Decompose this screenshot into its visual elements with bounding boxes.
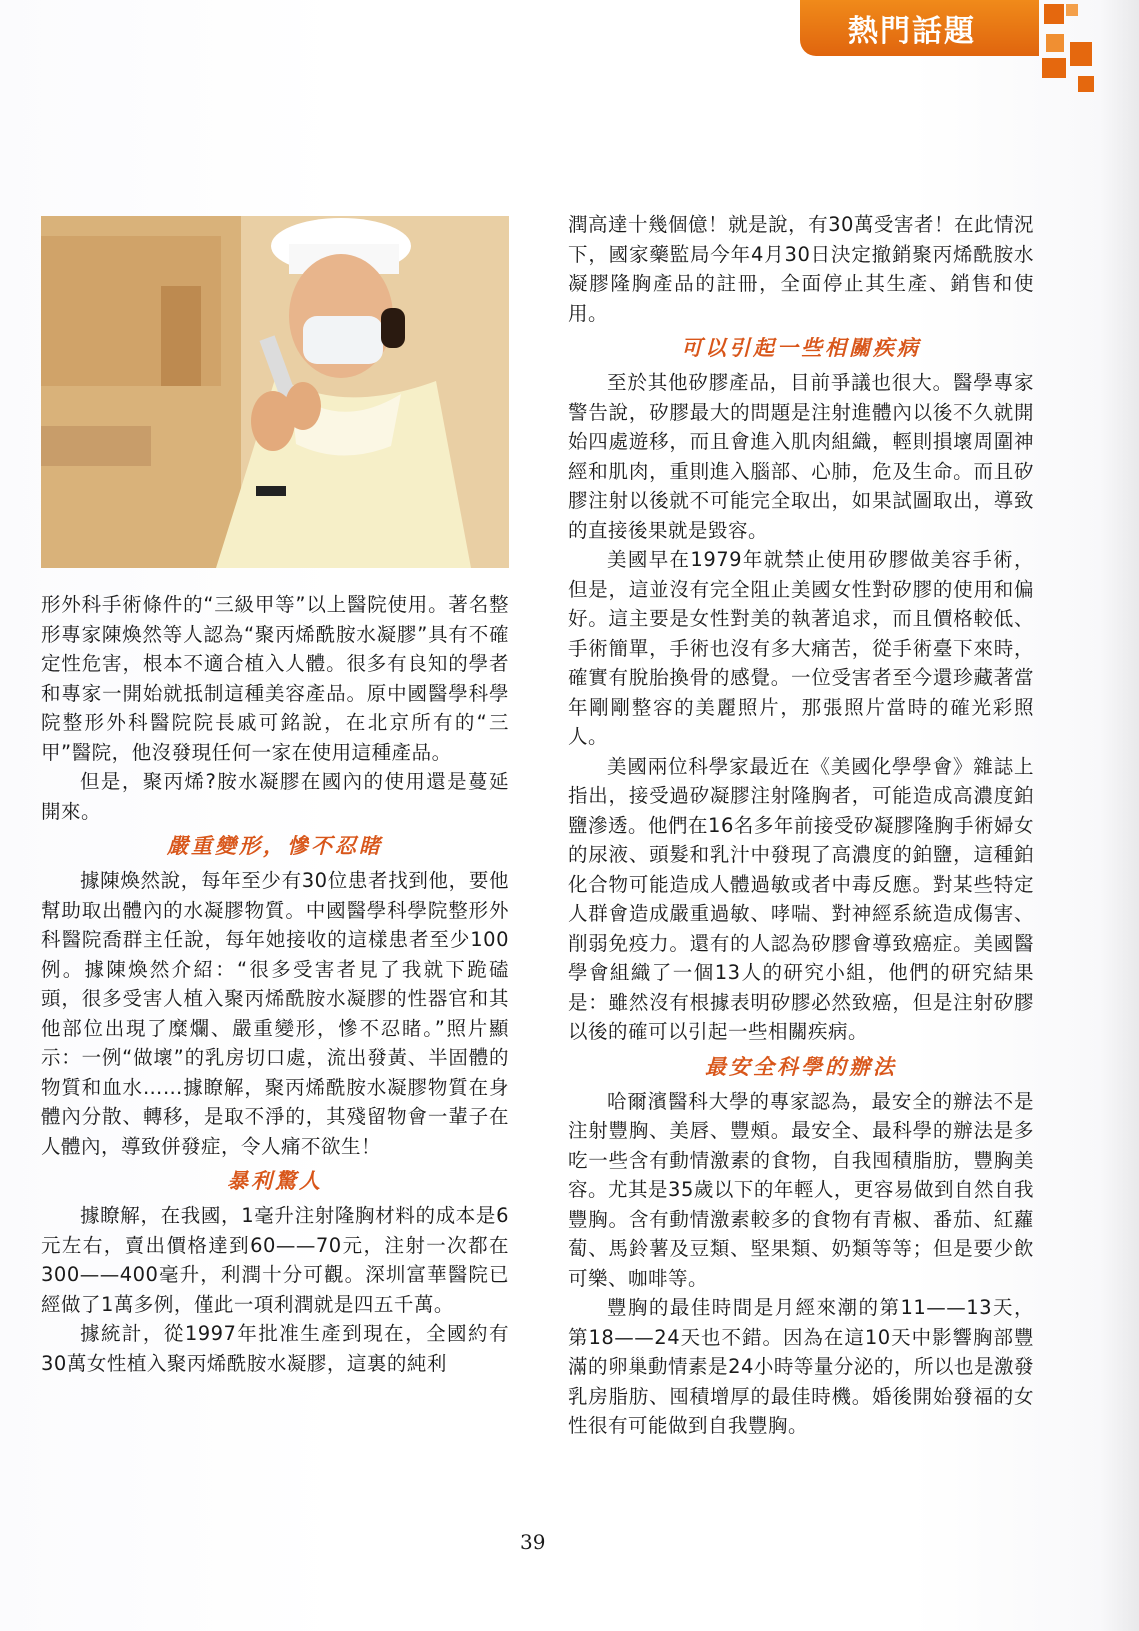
paragraph: 至於其他矽膠產品，目前爭議也很大。醫學專家警告說，矽膠最大的問題是注射進體內以後不久就開始四處遊移，而且會進入肌肉組織，輕則損壞周圍神經和肌肉，重則進入腦部、心肺，危及生命。而且矽膠注射以後就不可能完全取出，如果試圖取出，導致的直接後果就是毀容。 [568, 371, 1034, 542]
paragraph: 潤高達十幾個億！就是說，有30萬受害者！在此情況下，國家藥監局今年4月30日決定撤銷聚丙烯酰胺水凝膠隆胸產品的註冊，全面停止其生產、銷售和使用。 [568, 213, 1034, 325]
section-heading: 最安全科學的辦法 [705, 1053, 897, 1079]
paragraph: 據瞭解，在我國，1毫升注射隆胸材料的成本是6元左右，賣出價格達到60——70元，注射一次都在300——400毫升，利潤十分可觀。深圳富華醫院已經做了1萬多例，僅此一項利潤就是四五千萬。 [41, 1204, 509, 1316]
decor-square-icon [1066, 4, 1078, 16]
paragraph: 美國兩位科學家最近在《美國化學學會》雜誌上指出，接受過矽凝膠注射隆胸者，可能造成高濃度鉑鹽滲透。他們在16名多年前接受矽凝膠隆胸手術婦女的尿液、頭髮和乳汁中發現了高濃度的鉑鹽，這種鉑化合物可能造成人體過敏或者中毒反應。對某些特定人群會造成嚴重過敏、哮喘、對神經系統造成傷害、削弱免疫力。還有的人認為矽膠會導致癌症。美國醫學會組織了一個13人的研究小組，他們的研究結果是：雖然沒有根據表明矽膠必然致癌，但是注射矽膠以後的確可以引起一些相關疾病。 [568, 754, 1034, 1043]
photo-illustration [41, 216, 509, 568]
paragraph: 形外科手術條件的“三級甲等”以上醫院使用。著名整形專家陳煥然等人認為“聚丙烯酰胺水凝膠”具有不確定性危害，根本不適合植入人體。很多有良知的學者和專家一開始就抵制這種美容產品。原中國醫學科學院整形外科醫院院長戚可銘說，在北京所有的“三甲”醫院，他沒發現任何一家在使用這種產品。 [41, 593, 509, 764]
right-column [568, 210, 1034, 1441]
paragraph: 美國早在1979年就禁止使用矽膠做美容手術，但是，這並沒有完全阻止美國女性對矽膠的使用和偏好。這主要是女性對美的執著追求，而且價格較低、手術簡單，手術也沒有多大痛苦，從手術臺下來時，確實有脫胎換骨的感覺。一位受害者至今還珍藏著當年剛剛整容的美麗照片，那張照片當時的確光彩照人。 [568, 548, 1034, 748]
paragraph: 據統計，從1997年批准生產到現在，全國約有30萬女性植入聚丙烯酰胺水凝膠，這裏的純利 [41, 1322, 509, 1375]
section-heading: 暴利驚人 [227, 1168, 323, 1193]
decor-square-icon [1078, 76, 1094, 92]
paragraph: 據陳煥然說，每年至少有30位患者找到他，要他幫助取出體內的水凝膠物質。中國醫學科學院整形外科醫院喬群主任說，每年她接收的這樣患者至少100例。據陳煥然介紹：“很多受害者見了我就下跪磕頭，很多受害人植入聚丙烯酰胺水凝膠的性器官和其他部位出現了糜爛、嚴重變形，慘不忍睹。”照片顯示：一例“做壞”的乳房切口處，流出發黃、半固體的物質和血水……據瞭解，聚丙烯酰胺水凝膠物質在身體內分散、轉移，是取不淨的，其殘留物會一輩子在人體內，導致併發症，令人痛不欲生！ [41, 869, 509, 1158]
paragraph: 豐胸的最佳時間是月經來潮的第11——13天，第18——24天也不錯。因為在這10天中影響胸部豐滿的卵巢動情素是24小時等量分泌的，所以也是激發乳房脂肪、囤積增厚的最佳時機。婚後開始發福的女性很有可能做到自我豐胸。 [568, 1296, 1034, 1437]
decor-square-icon [1070, 42, 1092, 66]
page-edge-shadow [1099, 0, 1139, 1631]
nurse-with-syringe-photo [41, 216, 509, 568]
decor-square-icon [1046, 34, 1064, 52]
left-column [41, 590, 509, 1378]
section-label: 熱門話題 [848, 14, 976, 49]
paragraph: 但是，聚丙烯?胺水凝膠在國內的使用還是蔓延開來。 [41, 770, 509, 823]
decor-square-icon [1044, 4, 1064, 24]
paragraph: 哈爾濱醫科大學的專家認為，最安全的辦法不是注射豐胸、美唇、豐頰。最安全、最科學的辦法是多吃一些含有動情激素的食物，自我囤積脂肪，豐胸美容。尤其是35歲以下的年輕人，更容易做到自然自我豐胸。含有動情激素較多的食物有青椒、番茄、紅蘿蔔、馬鈴薯及豆類、堅果類、奶類等等；但是要少飲可樂、咖啡等。 [568, 1089, 1034, 1290]
page-number: 39 [520, 1530, 546, 1554]
section-heading: 嚴重變形，慘不忍睹 [167, 833, 383, 858]
decor-square-icon [1042, 58, 1066, 78]
section-heading: 可以引起一些相關疾病 [681, 335, 921, 360]
